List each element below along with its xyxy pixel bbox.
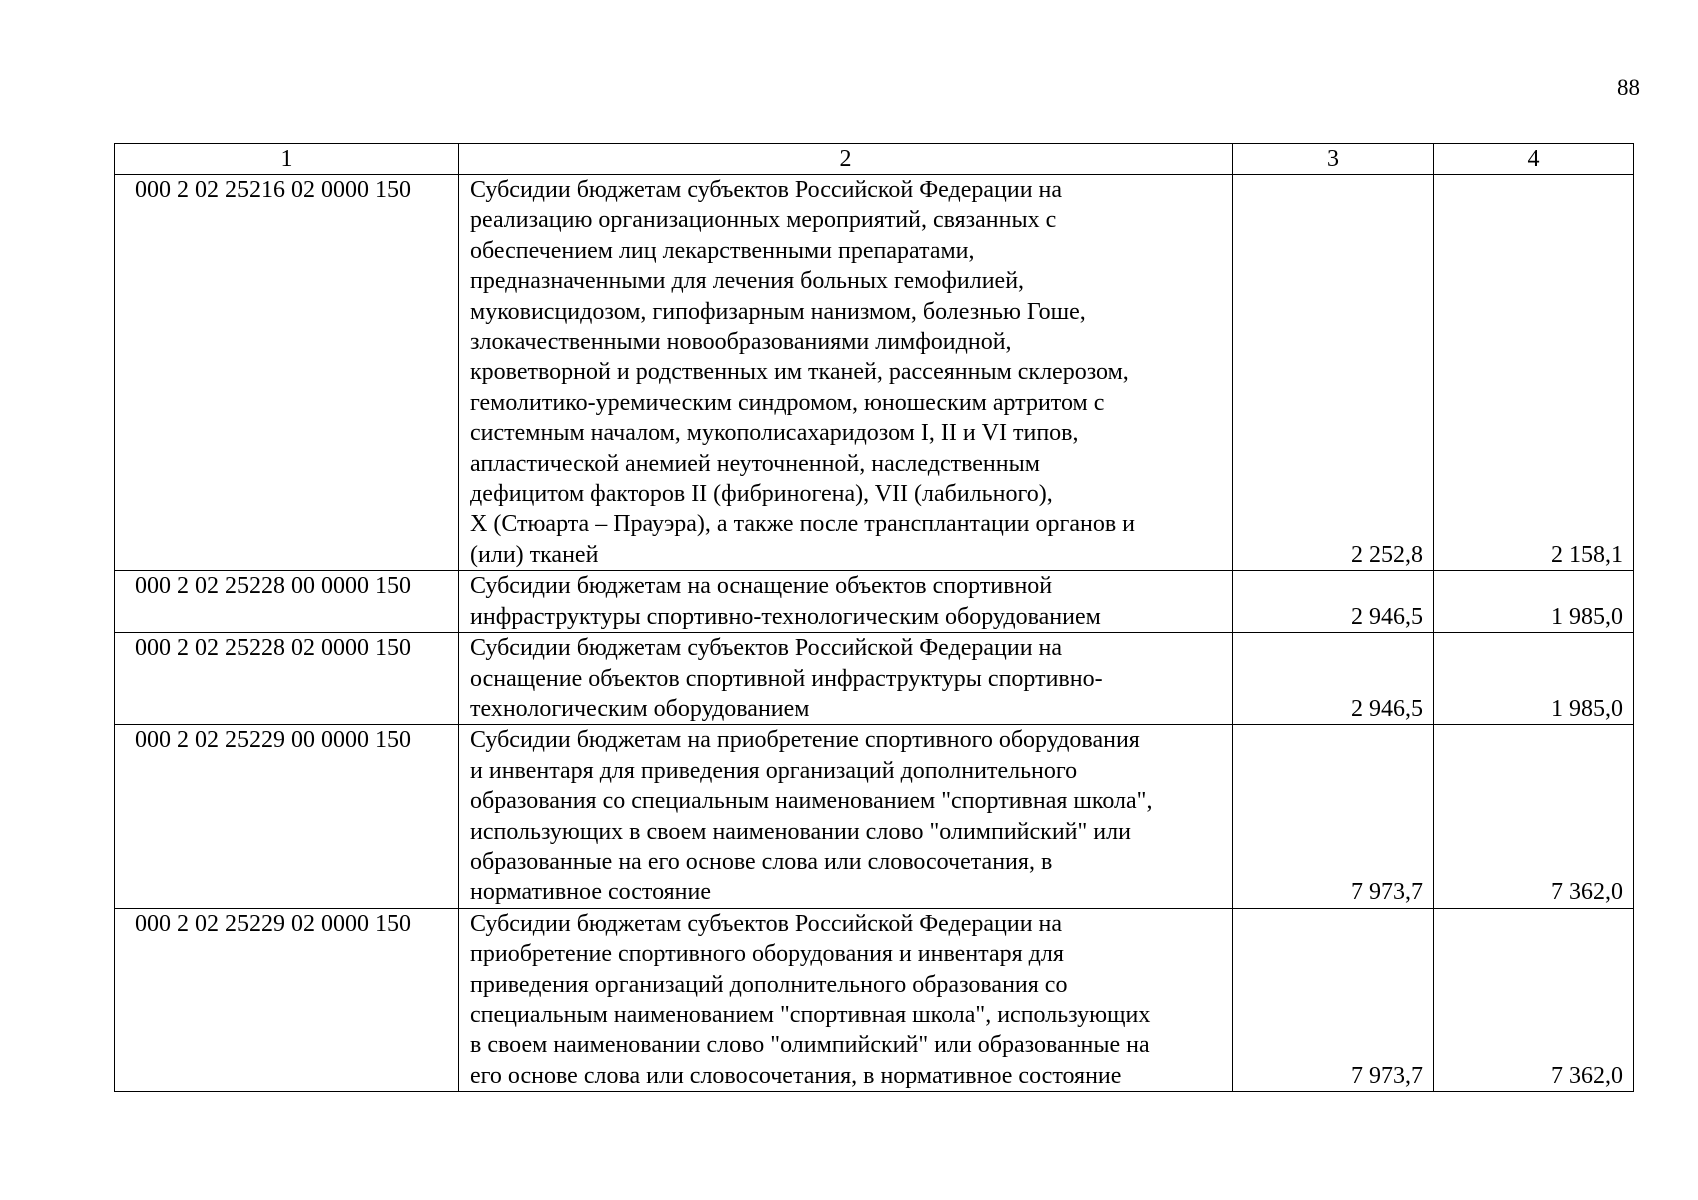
budget-table [114,143,1634,1092]
row-value-col4: 7 362,0 [1434,725,1634,908]
description-line: гемолитико-уремическим синдромом, юношеским артритом с [470,389,1105,416]
description-line: в своем наименовании слово "олимпийский" или образованные на [470,1032,1150,1059]
description-line: реализацию организационных мероприятий, связанных с [470,207,1057,234]
description-line: приведения организаций дополнительного образования со [470,971,1068,998]
row-code: 000 2 02 25228 00 0000 150 [115,571,459,633]
row-code: 000 2 02 25228 02 0000 150 [115,633,459,725]
description-line: инфраструктуры спортивно-технологическим оборудованием [470,603,1101,630]
description-line: предназначенными для лечения больных гемофилией, [470,268,1025,295]
row-code: 000 2 02 25229 00 0000 150 [115,725,459,908]
row-value-col3: 7 973,7 [1233,725,1434,908]
row-value-col3: 2 946,5 [1233,571,1434,633]
description-line: его основе слова или словосочетания, в нормативное состояние [470,1062,1122,1089]
description-line: (или) тканей [470,541,599,568]
header-col-2: 2 [459,144,1233,175]
row-description [459,908,1233,1091]
row-value-col4: 1 985,0 [1434,571,1634,633]
description-line: технологическим оборудованием [470,695,810,722]
description-line: муковисцидозом, гипофизарным нанизмом, болезнью Гоше, [470,298,1086,325]
header-col-1: 1 [115,144,459,175]
row-code: 000 2 02 25229 02 0000 150 [115,908,459,1091]
description-line: дефицитом факторов II (фибриногена), VII (лабильного), [470,481,1053,508]
header-row [115,144,1634,175]
header-col-3: 3 [1233,144,1434,175]
description-line: апластической анемией неуточненной, наследственным [470,450,1040,477]
description-line: нормативное состояние [470,879,711,906]
description-line: оснащение объектов спортивной инфраструктуры спортивно- [470,665,1103,692]
description-line: Субсидии бюджетам субъектов Российской Федерации на [470,177,1063,203]
table-row [115,725,1634,908]
page-number: 88 [1617,75,1640,100]
row-value-col4: 1 985,0 [1434,633,1634,725]
table-row [115,175,1634,571]
row-value-col3: 2 946,5 [1233,633,1434,725]
description-line: X (Стюарта – Прауэра), а также после трансплантации органов и [470,511,1136,538]
header-col-4: 4 [1434,144,1634,175]
description-line: Субсидии бюджетам на приобретение спортивного оборудования [470,727,1140,754]
description-line: специальным наименованием "спортивная школа", использующих [470,1001,1151,1028]
row-value-col3: 2 252,8 [1233,175,1434,571]
description-line: использующих в своем наименовании слово "олимпийский" или [470,818,1131,845]
row-description [459,175,1233,571]
table-body [115,175,1634,1092]
table-row [115,633,1634,725]
table-row [115,571,1634,633]
row-value-col4: 2 158,1 [1434,175,1634,571]
description-line: образования со специальным наименованием "спортивная школа", [470,788,1153,815]
row-code: 000 2 02 25216 02 0000 150 [115,175,459,571]
description-line: образованные на его основе слова или словосочетания, в [470,848,1053,875]
description-line: обеспечением лиц лекарственными препаратами, [470,237,975,264]
row-value-col4: 7 362,0 [1434,908,1634,1091]
description-line: Субсидии бюджетам субъектов Российской Федерации на [470,635,1063,662]
row-value-col3: 7 973,7 [1233,908,1434,1091]
row-description [459,571,1233,633]
row-description [459,633,1233,725]
description-line: Субсидии бюджетам на оснащение объектов спортивной [470,573,1053,600]
row-description [459,725,1233,908]
description-line: и инвентаря для приведения организаций дополнительного [470,757,1078,784]
description-line: Субсидии бюджетам субъектов Российской Федерации на [470,910,1063,937]
description-line: злокачественными новообразованиями лимфоидной, [470,329,1012,356]
description-line: кроветворной и родственных им тканей, рассеянным склерозом, [470,359,1129,386]
description-line: системным началом, мукополисахаридозом I, II и VI типов, [470,420,1079,447]
description-line: приобретение спортивного оборудования и инвентаря для [470,941,1064,968]
table-row [115,908,1634,1091]
